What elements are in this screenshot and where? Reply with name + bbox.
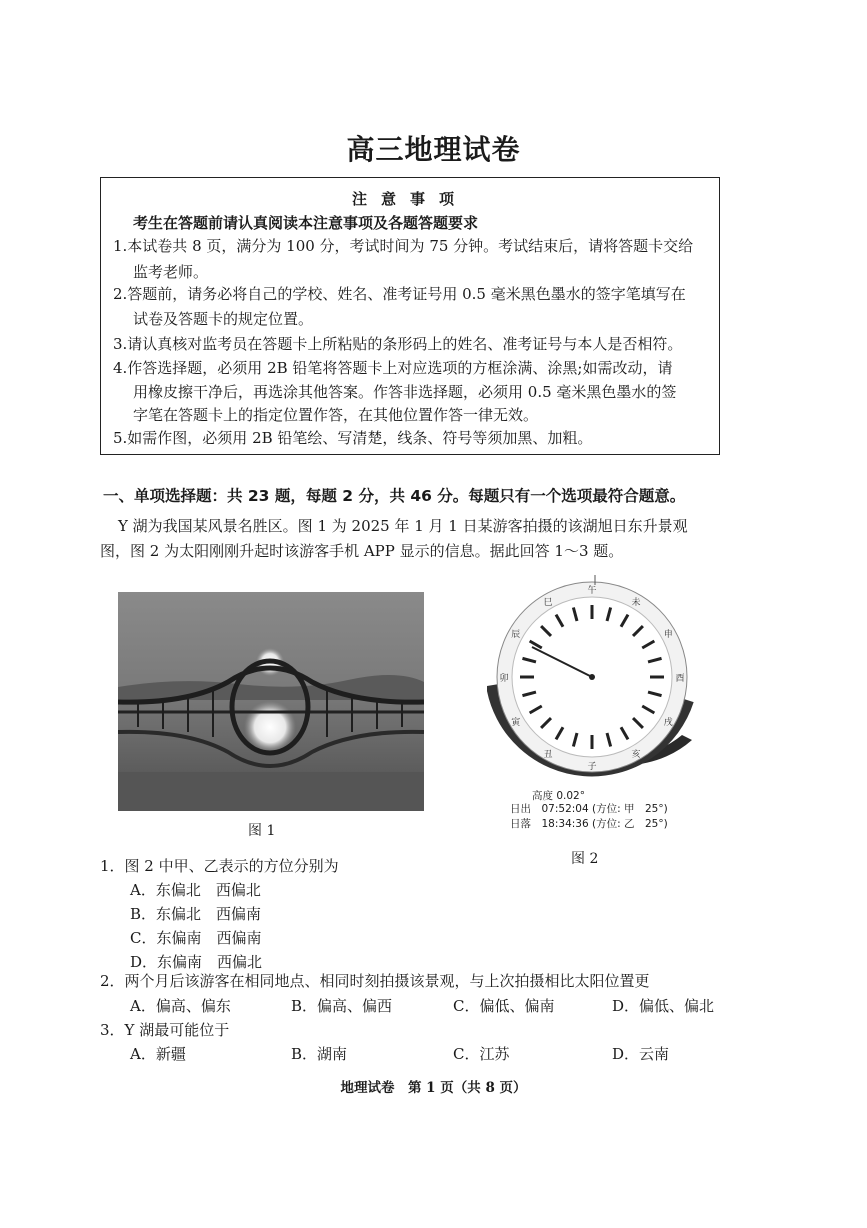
question-3-option: B．湖南: [291, 1045, 348, 1063]
dial-label: 申: [663, 630, 673, 640]
dial-label: 酉: [675, 674, 685, 684]
question-3-option: D．云南: [612, 1045, 670, 1063]
notice-heading: 注意事项: [351, 190, 468, 208]
question-1-option: C．东偏南 西偏南: [130, 929, 262, 947]
question-1-option: D．东偏南 西偏北: [130, 953, 263, 971]
intro-line: 图，图 2 为太阳刚刚升起时该游客手机 APP 显示的信息。据此回答 1～3 题。: [100, 542, 624, 560]
dial-label: 巳: [543, 597, 553, 608]
question-3-stem: 3．Y 湖最可能位于: [100, 1021, 230, 1039]
notice-line: 试卷及答题卡的规定位置。: [133, 310, 314, 328]
question-3-option: A．新疆: [130, 1045, 186, 1063]
question-2-stem: 2．两个月后该游客在相同地点、相同时刻拍摄该景观，与上次拍摄相比太阳位置更: [100, 972, 650, 990]
dial-label: 未: [631, 597, 641, 608]
figure1-caption: 图 1: [248, 823, 276, 839]
notice-line: 监考老师。: [133, 263, 209, 281]
app-sunrise: 日出 07:52:04 (方位: 甲 25°): [510, 803, 668, 815]
notice-line: 用橡皮擦干净后，再选涂其他答案。作答非选择题，必须用 0.5 毫米黑色墨水的签: [133, 383, 677, 401]
intro-line: Y 湖为我国某风景名胜区。图 1 为 2025 年 1 月 1 日某游客拍摄的该湖旭日东升景观: [118, 517, 688, 535]
question-2-option: D．偏低、偏北: [612, 997, 715, 1015]
dial-label: 子: [587, 762, 597, 772]
dial-label: 寅: [511, 718, 521, 728]
dial-label: 午: [587, 586, 597, 596]
notice-line: 4.作答选择题，必须用 2B 铅笔将答题卡上对应选项的方框涂满、涂黑;如需改动，请: [113, 359, 673, 377]
question-1-stem: 1．图 2 中甲、乙表示的方位分别为: [100, 857, 339, 875]
question-2-option: A．偏高、偏东: [130, 997, 231, 1015]
dial-label: 辰: [511, 630, 521, 640]
figure1-photo: [118, 592, 424, 811]
dial-label: 卯: [499, 674, 509, 684]
figure2-caption: 图 2: [571, 851, 599, 867]
notice-line: 字笔在答题卡上的指定位置作答，在其他位置作答一律无效。: [133, 406, 539, 424]
app-height: 高度 0.02°: [532, 790, 585, 802]
figure2-dial: [487, 575, 697, 790]
question-1-option: B．东偏北 西偏南: [130, 905, 262, 923]
notice-intro: 考生在答题前请认真阅读本注意事项及各题答题要求: [133, 214, 479, 232]
section-heading: 一、单项选择题：共 23 题，每题 2 分，共 46 分。每题只有一个选项最符合题意。: [103, 487, 686, 505]
dial-label: 丑: [543, 750, 553, 761]
notice-line: 5.如需作图，必须用 2B 铅笔绘、写清楚，线条、符号等须加黑、加粗。: [113, 429, 593, 447]
page-title: 高三地理试卷: [346, 133, 521, 166]
question-1-option: A．东偏北 西偏北: [130, 881, 261, 899]
app-sunset: 日落 18:34:36 (方位: 乙 25°): [510, 818, 668, 830]
question-3-option: C．江苏: [453, 1045, 510, 1063]
notice-line: 1.本试卷共 8 页，满分为 100 分，考试时间为 75 分钟。考试结束后，请将答题卡交给: [113, 237, 694, 255]
notice-line: 3.请认真核对监考员在答题卡上所粘贴的条形码上的姓名、准考证号与本人是否相符。: [113, 335, 683, 353]
dial-label: 亥: [631, 750, 641, 761]
dial-label: 戌: [663, 718, 673, 728]
question-2-option: B．偏高、偏西: [291, 997, 393, 1015]
notice-line: 2.答题前，请务必将自己的学校、姓名、准考证号用 0.5 毫米黑色墨水的签字笔填写在: [113, 285, 686, 303]
notice-box: [100, 177, 720, 455]
page-footer: 地理试卷 第 1 页（共 8 页）: [340, 1080, 527, 1096]
question-2-option: C．偏低、偏南: [453, 997, 555, 1015]
